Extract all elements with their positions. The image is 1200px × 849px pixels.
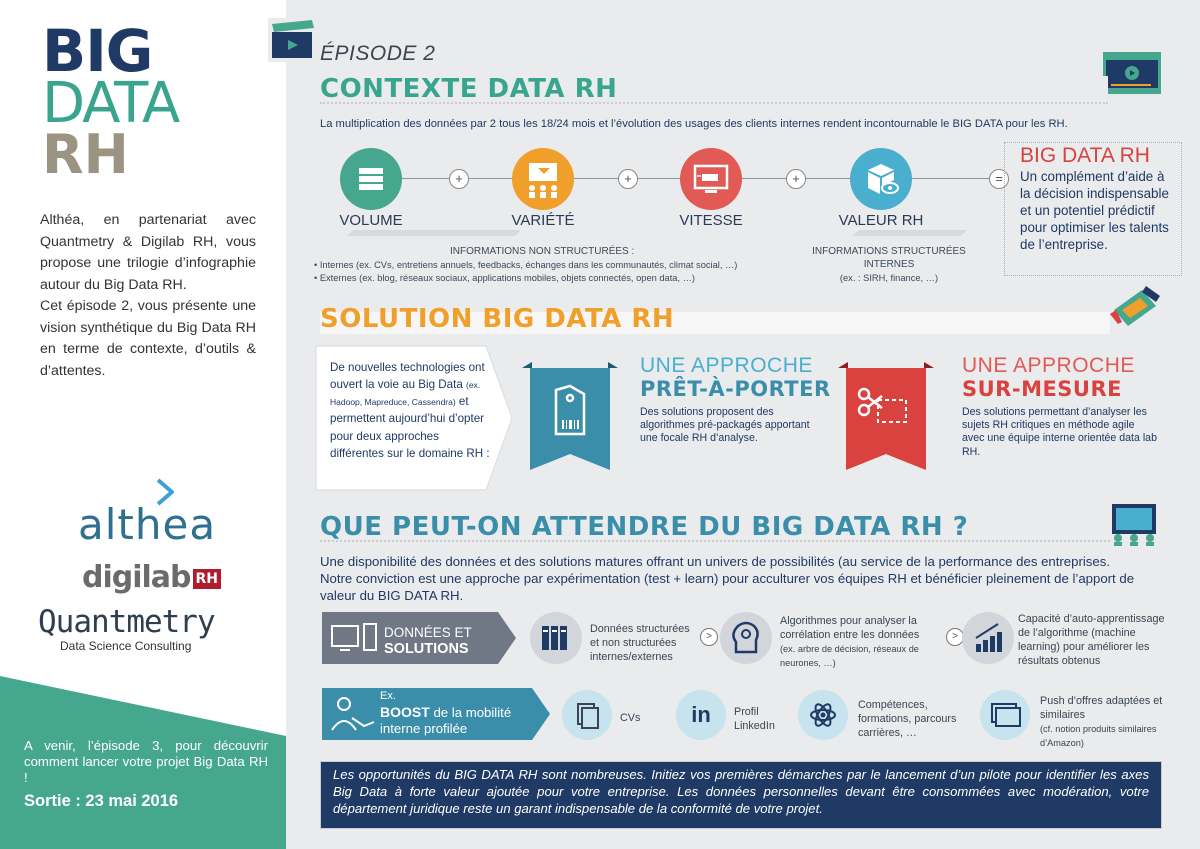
algorithm-circle <box>720 612 772 664</box>
conclusion-text: Les opportunités du BIG DATA RH sont nombreuses. Initiez vos premières démarches par le lancement d’un pilote pour identifier les axes Big Data à forte valeur ajoutée pour votre entreprise. Les données personnelles devant être consommées avec modération, votre département juridique reste un garant indispensable de la conformité de votre projet. <box>333 767 1149 817</box>
ds-item-3: Capacité d’auto-apprentissage de l’algorithme (machine learning) pour améliorer les résultats obtenus <box>1018 613 1165 668</box>
brand-big: BIG <box>42 17 153 85</box>
quantmetry-logo-text: Quantmetry <box>38 604 215 640</box>
expect-text <box>320 553 1170 604</box>
ds-line1: DONNÉES ET <box>384 625 472 640</box>
boost-bold: BOOST <box>380 703 430 720</box>
boost-item-2: Profil LinkedIn <box>734 706 775 733</box>
left-panel <box>0 0 286 849</box>
expect-p1: Une disponibilité des données et des solutions matures offrant un univers de possibilités (au service de la performance des entreprises. <box>320 554 1110 569</box>
quantmetry-subtitle: Data Science Consulting <box>60 639 192 653</box>
technology-box-ex: (ex. Hadoop, Mapreduce, Cassendra) <box>330 380 481 408</box>
arrow-1: > <box>700 628 718 646</box>
unstructured-internal: • Internes (ex. CVs, entretiens annuels, feedbacks, échanges dans les communautés, climat social, …) <box>314 260 738 270</box>
unstructured-title: INFORMATIONS NON STRUCTURÉES : <box>450 246 635 257</box>
audience-screen-icon <box>1104 502 1164 546</box>
documents-icon <box>562 690 612 740</box>
presentation-icon <box>512 148 574 210</box>
expect-title: QUE PEUT-ON ATTENDRE DU BIG DATA RH ? <box>320 512 969 542</box>
plus-sign-2: + <box>618 169 638 189</box>
solution-title: SOLUTION BIG DATA RH <box>320 304 675 334</box>
next-episode-panel <box>0 676 286 849</box>
volume-circle <box>340 148 402 210</box>
sm-line1: UNE APPROCHE <box>962 354 1135 377</box>
boost-label <box>380 690 511 738</box>
unstructured-external: • Externes (ex. blog, réseaux sociaux, applications mobiles, objets connectés, open data, …) <box>314 273 696 283</box>
result-text: Un complément d’aide à la décision indispensable et un potentiel prédictif pour optimiser les talents de l’entreprise. <box>1020 169 1169 253</box>
ready-to-wear-banner <box>522 362 618 472</box>
expect-p2: Notre conviction est une approche par expérimentation (test + learn) pour acculturer vos équipes RH et bénéficier pleinement de l’apport de valeur du BIG DATA RH. <box>320 571 1135 604</box>
next-episode-text: A venir, l’épisode 3, pour découvrir comment lancer votre projet Big Data RH ! <box>24 738 268 785</box>
brand-data: DATA <box>42 71 179 136</box>
pap-line1: UNE APPROCHE <box>640 354 813 377</box>
main-content <box>286 0 1200 849</box>
structured-title: INFORMATIONS STRUCTURÉES INTERNES <box>812 246 966 270</box>
intro-text <box>40 210 256 383</box>
data-circle <box>530 612 582 664</box>
push-offers-circle <box>980 690 1030 740</box>
althea-logo <box>78 500 216 549</box>
plus-sign-3: + <box>786 169 806 189</box>
technology-box <box>330 359 490 462</box>
folders-icon <box>980 690 1030 740</box>
pap-line2: PRÊT-À-PORTER <box>640 377 831 401</box>
clapperboard-icon <box>268 18 326 62</box>
digilab-logo <box>82 560 221 595</box>
quantmetry-logo <box>38 604 215 653</box>
learning-circle <box>962 612 1014 664</box>
ds-line2: SOLUTIONS <box>384 641 469 658</box>
skills-circle <box>798 690 848 740</box>
boost-item-4-text: Push d’offres adaptées et similaires <box>1040 695 1163 722</box>
context-title: CONTEXTE DATA RH <box>320 74 618 104</box>
ds-item-2-text: Algorithmes pour analyser la corrélation entre les données <box>780 615 920 642</box>
variety-circle <box>512 148 574 210</box>
chevron-icon <box>156 478 174 506</box>
althea-logo-text: althea <box>78 500 217 549</box>
ticket-icon <box>1108 284 1162 328</box>
ds-item-1: Données structurées et non structurées internes/externes <box>590 623 690 664</box>
binders-icon <box>530 612 582 664</box>
variety-label: VARIÉTÉ <box>511 212 575 229</box>
intro-p2: Cet épisode 2, vous présente une vision synthétique du Big Data RH en terme de contexte, d’outils & d’attentes. <box>40 298 256 380</box>
boost-item-1: CVs <box>620 712 641 724</box>
conclusion-box <box>320 761 1162 829</box>
velocity-circle <box>680 148 742 210</box>
data-solutions-label <box>384 625 472 659</box>
technology-box-a: De nouvelles technologies ont ouvert la voie au Big Data <box>330 361 485 392</box>
episode-label: ÉPISODE 2 <box>320 42 436 65</box>
boost-ex: Ex. <box>380 690 396 702</box>
release-date: Sortie : 23 mai 2016 <box>24 792 179 810</box>
box-eye-icon <box>850 148 912 210</box>
arrow-2: > <box>946 628 964 646</box>
boost-item-3: Compétences, formations, parcours carrières, … <box>858 699 957 740</box>
context-intro: La multiplication des données par 2 tous les 18/24 mois et l’évolution des usages des clients internes rendent incontournable le BIG DATA pour les RH. <box>320 118 1068 130</box>
velocity-label: VITESSE <box>679 212 743 229</box>
ds-item-2 <box>780 614 930 670</box>
digilab-rh-badge: RH <box>193 569 222 589</box>
sm-line2: SUR-MESURE <box>962 377 1122 401</box>
result-title: BIG DATA RH <box>1020 144 1150 167</box>
hr-value-circle <box>850 148 912 210</box>
pap-text: Des solutions proposent des algorithmes pré-packagés apportant une focale RH d’analyse. <box>640 406 810 445</box>
hr-value-label: VALEUR RH <box>838 212 924 229</box>
linkedin-icon: in <box>691 702 711 727</box>
ds-item-2-sub: (ex. arbre de décision, réseaux de neurones, …) <box>780 644 919 669</box>
speed-screen-icon <box>680 148 742 210</box>
sm-text: Des solutions permettant d’analyser les sujets RH critiques en méthode agile avec une équipe interne orientée data lab RH. <box>962 406 1157 458</box>
growth-chart-icon <box>962 612 1014 664</box>
intro-p1: Althéa, en partenariat avec Quantmetry & Digilab RH, vous propose une trilogie d’infographie autour du Big Data RH. <box>40 212 256 293</box>
equals-sign: = <box>989 169 1009 189</box>
boost-line2: interne profilée <box>380 721 468 737</box>
server-icon <box>340 148 402 210</box>
digilab-logo-text: digilab <box>82 560 191 595</box>
video-player-icon <box>1103 52 1161 96</box>
volume-label: VOLUME <box>339 212 403 229</box>
technology-box-b: et permettent aujourd’hui d’opter pour deux approches différentes sur le domaine RH : <box>330 395 490 460</box>
linkedin-circle <box>676 690 726 740</box>
boost-item-4 <box>1040 694 1178 750</box>
plus-sign-1: + <box>449 169 469 189</box>
brain-head-icon <box>720 612 772 664</box>
boost-item-4-sub: (cf. notion produits similaires d’Amazon) <box>1040 724 1157 749</box>
structured-example: (ex. : SIRH, finance, …) <box>839 273 939 283</box>
brand-rh: RH <box>42 123 129 186</box>
atom-icon <box>798 690 848 740</box>
cv-circle <box>562 690 612 740</box>
boost-rest: de la mobilité <box>433 704 512 720</box>
custom-made-banner <box>838 362 934 472</box>
